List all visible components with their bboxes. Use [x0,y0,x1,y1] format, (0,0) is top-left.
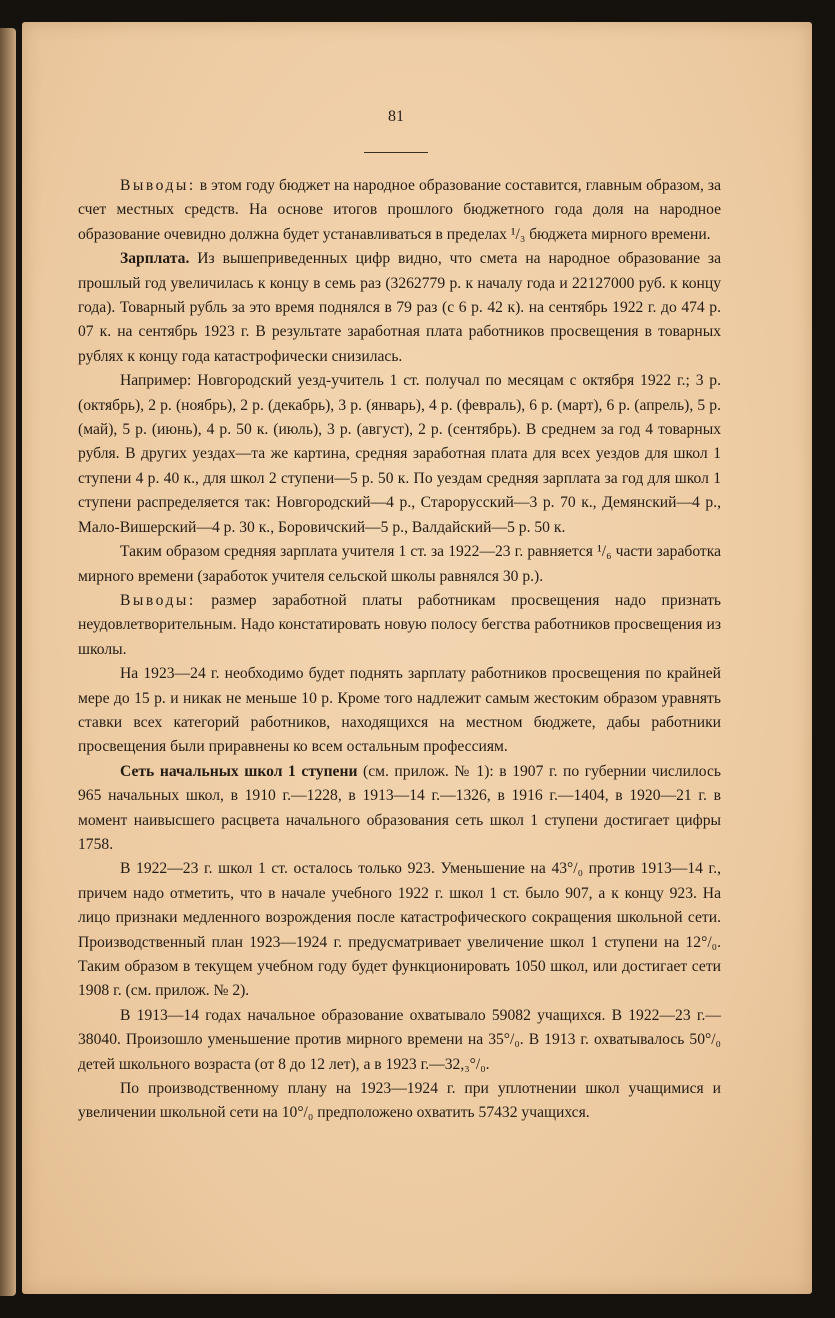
book-page [22,22,812,1294]
paragraph [78,662,721,760]
paragraph-text: По производственному плану на 1923—1924 г. при уплотнении школ учащимися и увеличении школьной сети на 10°/₀ предположено охватить 57432 учащихся. [78,1080,721,1122]
paragraph-lead: Выводы: [120,177,196,194]
paragraph [78,1077,721,1126]
paragraph-text: На 1923—24 г. необходимо будет поднять зарплату работников просвещения по крайней мере до 15 р. и никак не меньше 10 р. Кроме того надлежит самым жестоким образом уравнять ставки всех категорий работников, находящихся на местном бюджете, дабы работники просвещения были приравнены ко всем остальным профессиям. [78,665,721,756]
paragraph [78,1004,721,1077]
body-text [78,174,721,1126]
paragraph-text: размер заработной платы работникам просвещения надо признать неудовлетворительным. Надо констатировать новую полосу бегства работников просвещения из школы. [78,591,721,658]
paragraph [78,760,721,858]
paragraph [78,857,721,1003]
paragraph-text: Например: Новгородский уезд-учитель 1 ст. получал по месяцам с октября 1922 г.; 3 р. (октябрь), 2 р. (ноябрь), 2 р. (декабрь), 3 р. (январь), 4 р. (февраль), 6 р. (март), 6 р. (апрель), 5 р. (май), 5 р. (июнь), 4 р. 50 к. (июль), 3 р. (август), 2 р. (сентябрь). В среднем за год 4 товарных рубля. В других уездах—та же картина, средняя заработная плата для всех уездов для школ 1 ступени 4 р. 40 к., для школ 2 ступени—5 р. 50 к. По уездам средняя зарплата за год для школ 1 ступени распределяется так: Новгородский—4 р., Старорусский—3 р. 70 к., Демянский—4 р., Мало-Вишерский—4 р. 30 к., Боровичский—5 р., Валдайский—5 р. 50 к. [78,372,721,536]
paragraph-text: (см. прилож. № 1): в 1907 г. по губернии числилось 965 начальных школ, в 1910 г.—1228, в 1913—14 г.—1326, в 1916 г.—1404, в 1920—21 г. в момент наивысшего расцвета начального образования сеть школ 1 ступени достигает цифры 1758. [78,762,721,853]
paragraph [78,369,721,540]
paragraph-text: Таким образом средняя зарплата учителя 1 ст. за 1922—23 г. равняется ¹/₆ части заработка мирного времени (заработок учителя сельской школы равнялся 30 р.). [78,543,721,585]
paragraph-text: Из вышеприведенных цифр видно, что смета на народное образование за прошлый год увеличилась к концу в семь раз (3262779 р. к началу года и 22127000 руб. к концу года). Товарный рубль за это время поднялся в 79 раз (с 6 р. 42 к). на сентябрь 1922 г. до 474 р. 07 к. на сентябрь 1923 г. В результате заработная плата работников просвещения в товарных рублях к концу года катастрофически снизилась. [78,250,721,365]
paragraph [78,589,721,662]
paragraph-lead: Выводы: [120,591,196,609]
paragraph [78,174,721,247]
paragraph-text: В 1913—14 годах начальное образование охватывало 59082 учащихся. В 1922—23 г.—38040. Произошло уменьшение против мирного времени на 35°/₀. В 1913 г. охватывалось 50°/₀ детей школьного возраста (от 8 до 12 лет), а в 1923 г.—32,₃°/₀. [78,1006,721,1073]
paragraph-text: в этом году бюджет на народное образование составится, главным образом, за счет местных средств. На основе итогов прошлого бюджетного года доля на народное образование очевидно должна будет устанавливаться в пределах ¹/₃ бюджета мирного времени. [78,177,721,243]
paragraph-lead: Сеть начальных школ 1 ступени [120,762,358,780]
paragraph-lead: Зарплата. [120,250,190,268]
paragraph [78,247,721,369]
left-page-edge [0,28,16,1296]
paragraph-text: В 1922—23 г. школ 1 ст. осталось только 923. Уменьшение на 43°/₀ против 1913—14 г., причем надо отметить, что в начале учебного 1922 г. школ 1 ст. было 907, а к концу 923. На лицо признаки медленного возрождения после катастрофического сокращения школьной сети. Производственный план 1923—1924 г. предусматривает увеличение школ 1 ступени на 12°/₀. Таким образом в текущем учебном году будет функционировать 1050 школ, или достигает сети 1908 г. (см. прилож. № 2). [78,860,721,1000]
page-number-rule [364,152,428,153]
paragraph [78,540,721,589]
page-number: 81 [388,108,404,125]
